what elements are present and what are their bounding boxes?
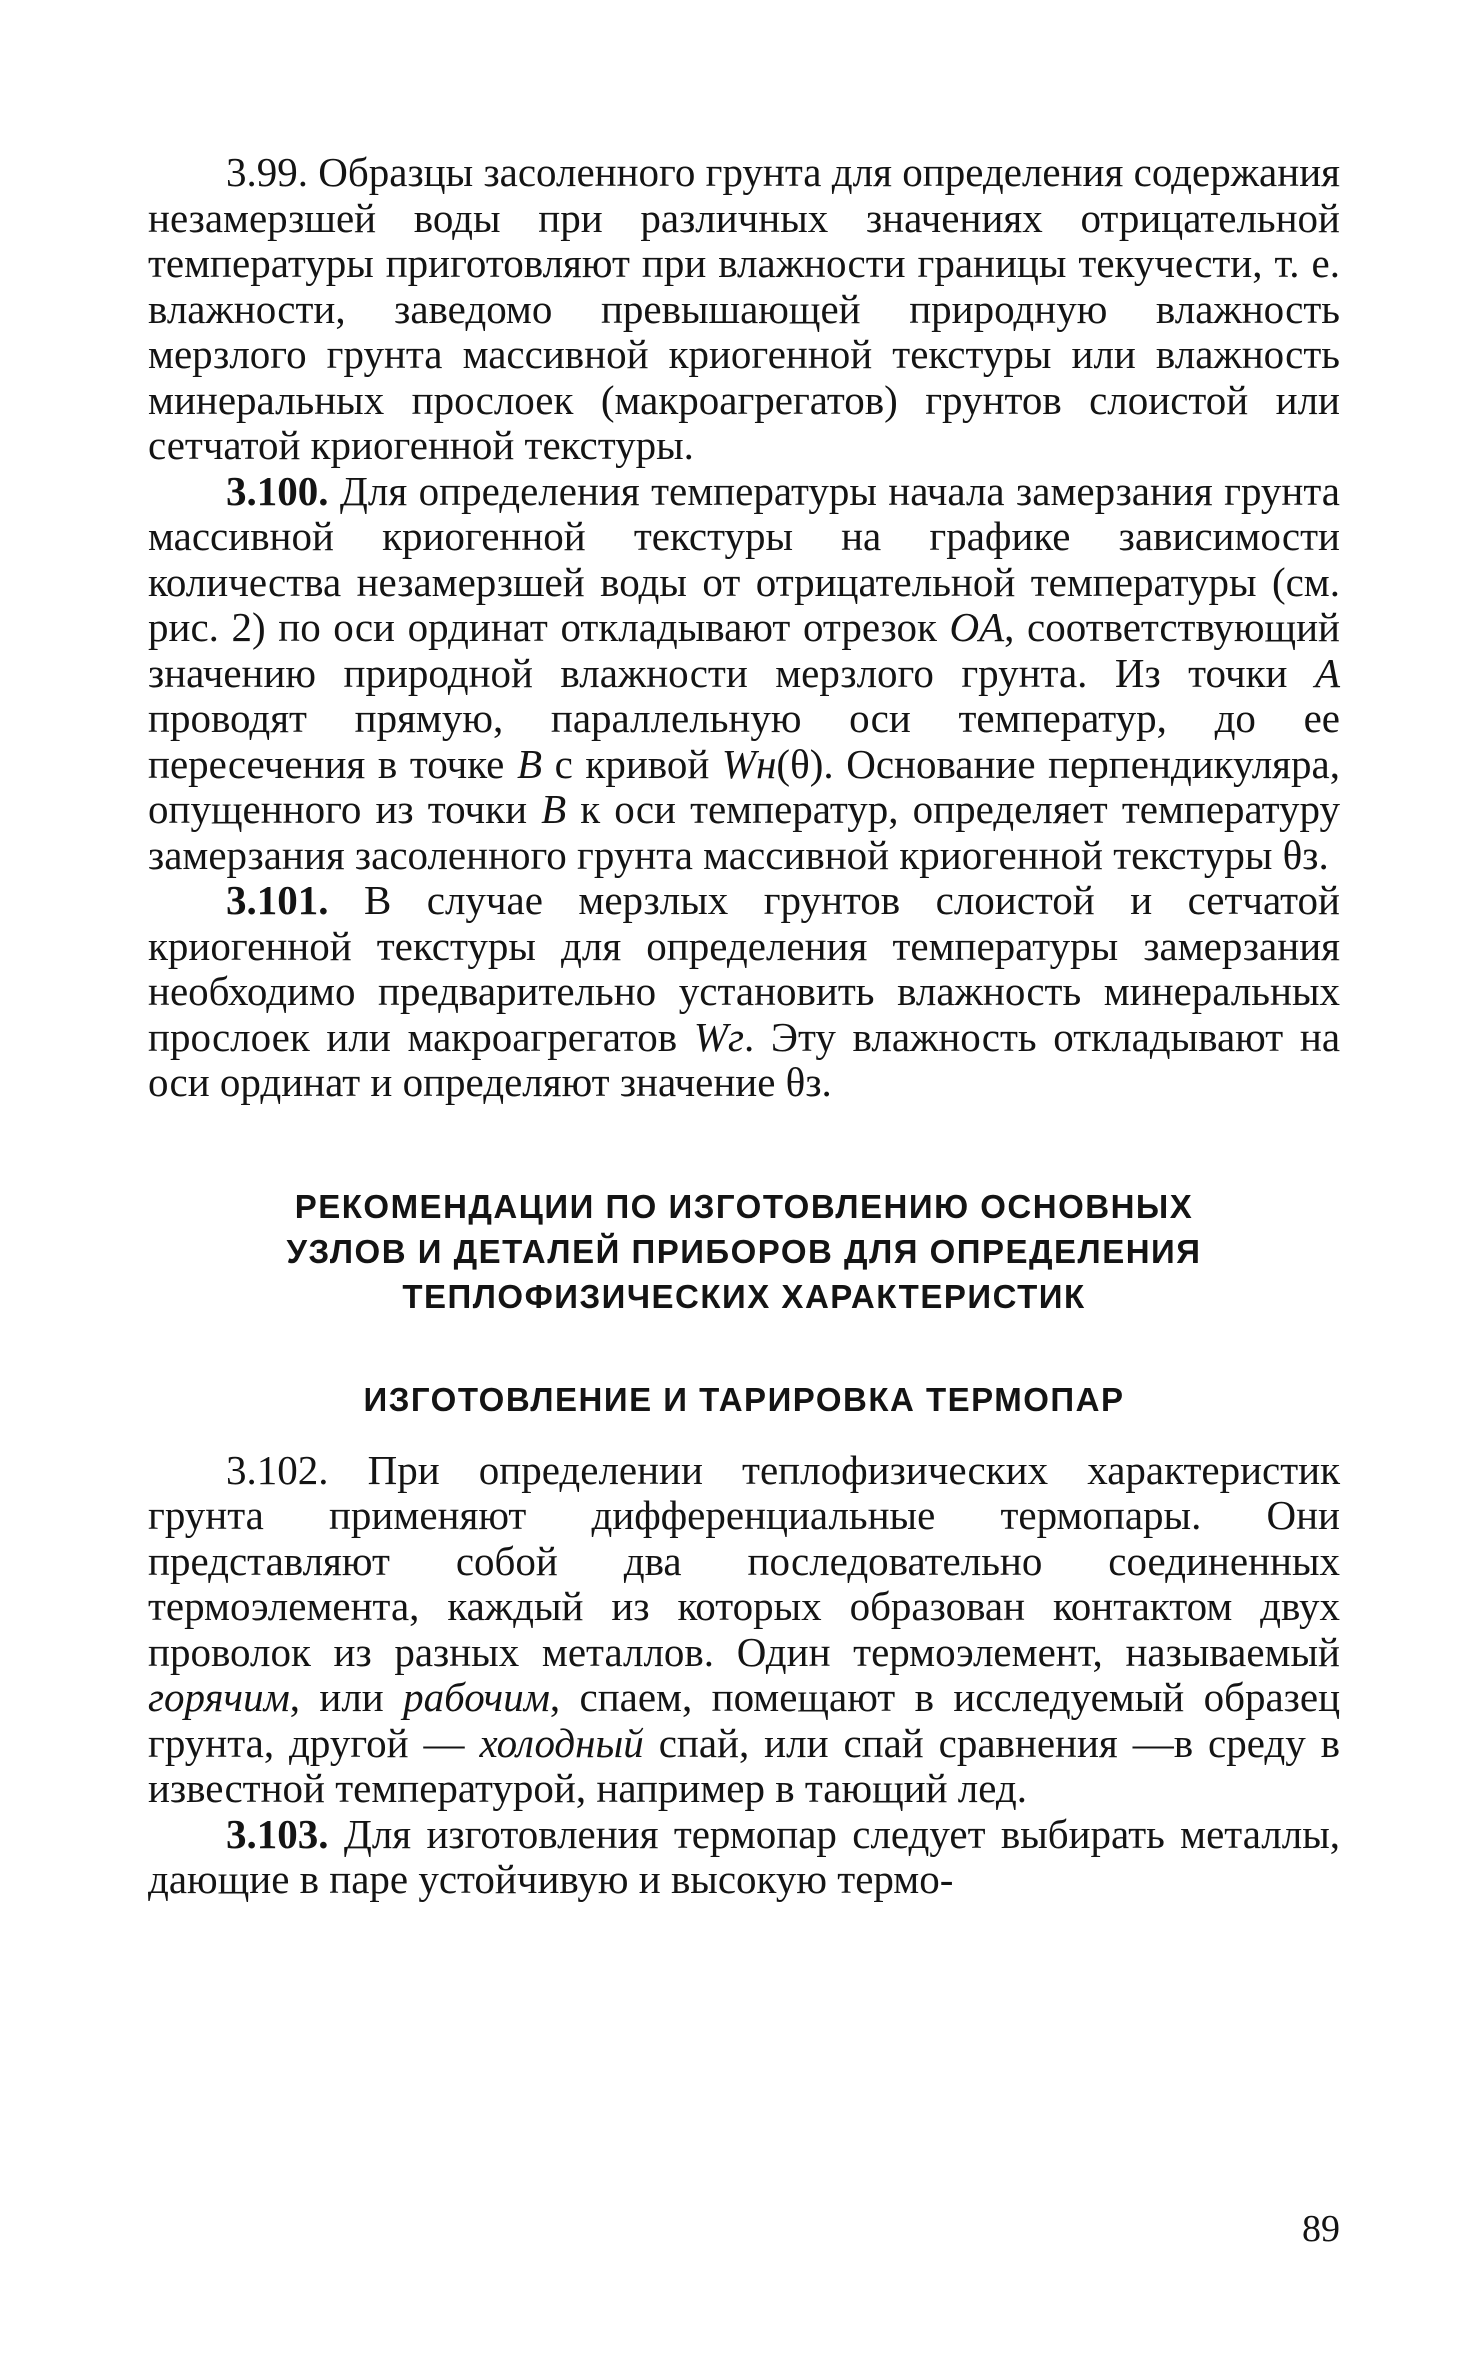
- subsection-heading: ИЗГОТОВЛЕНИЕ И ТАРИРОВКА ТЕРМОПАР: [363, 1380, 1125, 1418]
- paragraph-3-99: [148, 150, 1340, 469]
- page-number: 89: [1302, 2208, 1340, 2250]
- emphasis-text: рабочим: [403, 1674, 550, 1720]
- paragraph-text: с кривой: [542, 740, 722, 787]
- paragraph-3-100: [148, 469, 1340, 879]
- paragraph-text: спай, или спай сравнения —в среду в известной температурой, например в тающий лед.: [148, 1719, 1341, 1811]
- paragraph-text: В случае мерзлых грунтов слоистой и сетчатой криогенной текстуры для определения температуры замерзания необходимо предварительно установить влажность минеральных прослоек или макроагрегатов: [148, 877, 1340, 1060]
- point-label: B: [541, 786, 567, 832]
- paragraph-text: При определении теплофизических характеристик грунта применяют дифференциальные термопары. Они представляют собой два последовательно соединенных термоэлемента, каждый из которых образован контактом двух проволок из разных металлов. Один термоэлемент, называемый: [148, 1446, 1340, 1675]
- paragraph-text: , спаем, помещают в исследуемый образец грунта, другой —: [148, 1674, 1341, 1766]
- paragraph-text: . Эту влажность откладывают на оси ординат и определяют значение θз.: [148, 1013, 1341, 1105]
- paragraph-number: 3.102.: [226, 1446, 329, 1493]
- paragraph-number: 3.101.: [226, 877, 329, 923]
- paragraph-3-102: [148, 1448, 1340, 1812]
- paragraph-number: 3.100.: [226, 467, 329, 514]
- section-heading: РЕКОМЕНДАЦИИ ПО ИЗГОТОВЛЕНИЮ ОСНОВНЫХ УЗЛОВ И ДЕТАЛЕЙ ПРИБОРОВ ДЛЯ ОПРЕДЕЛЕНИЯ ТЕПЛОФИЗИЧЕСКИХ ХАРАКТЕРИСТИК: [286, 1187, 1202, 1315]
- point-label: A: [1314, 649, 1340, 696]
- paragraph-text: , или: [289, 1674, 404, 1720]
- paragraph-3-101: [148, 878, 1340, 1106]
- paragraph-text: к оси температур, определяет температуру замерзания засоленного грунта массивной криогенной текстуры θз.: [148, 786, 1341, 878]
- page-body: [148, 150, 1340, 1903]
- point-label: B: [516, 740, 543, 787]
- paragraph-text: Для изготовления термопар следует выбирать металлы, дающие в паре устойчивую и высокую термо-: [148, 1810, 1340, 1902]
- paragraph-text: Образцы засоленного грунта для определения содержания незамерзшей воды при различных значениях отрицательной температуры приготовляют при влажности границы текучести, т. е. влажности, заведомо превышающей природную влажность мерзлого грунта массивной криогенной текстуры или влажность минеральных прослоек (макроагрегатов) грунтов слоистой или сетчатой криогенной текстуры.: [148, 149, 1340, 468]
- symbol-label: Wн: [721, 740, 777, 787]
- paragraph-text: (θ). Основание перпендикуляра, опущенного из точки: [148, 740, 1340, 832]
- symbol-label: Wг: [693, 1013, 744, 1060]
- paragraph-3-103: [148, 1812, 1340, 1903]
- paragraph-text: проводят прямую, параллельную оси температур, до ее пересечения в точке: [148, 695, 1340, 787]
- emphasis-text: холодный: [479, 1719, 644, 1766]
- segment-label: OA: [949, 604, 1005, 650]
- paragraph-number: 3.103.: [226, 1810, 329, 1857]
- paragraph-text: Для определения температуры начала замерзания грунта массивной криогенной текстуры на графике зависимости количества незамерзшей воды от отрицательной температуры (см. рис. 2) по оси ординат откладывают отрезок: [148, 467, 1340, 650]
- emphasis-text: горячим: [148, 1674, 290, 1720]
- paragraph-text: , соответствующий значению природной влажности мерзлого грунта. Из точки: [148, 604, 1340, 696]
- paragraph-number: 3.99.: [226, 149, 308, 195]
